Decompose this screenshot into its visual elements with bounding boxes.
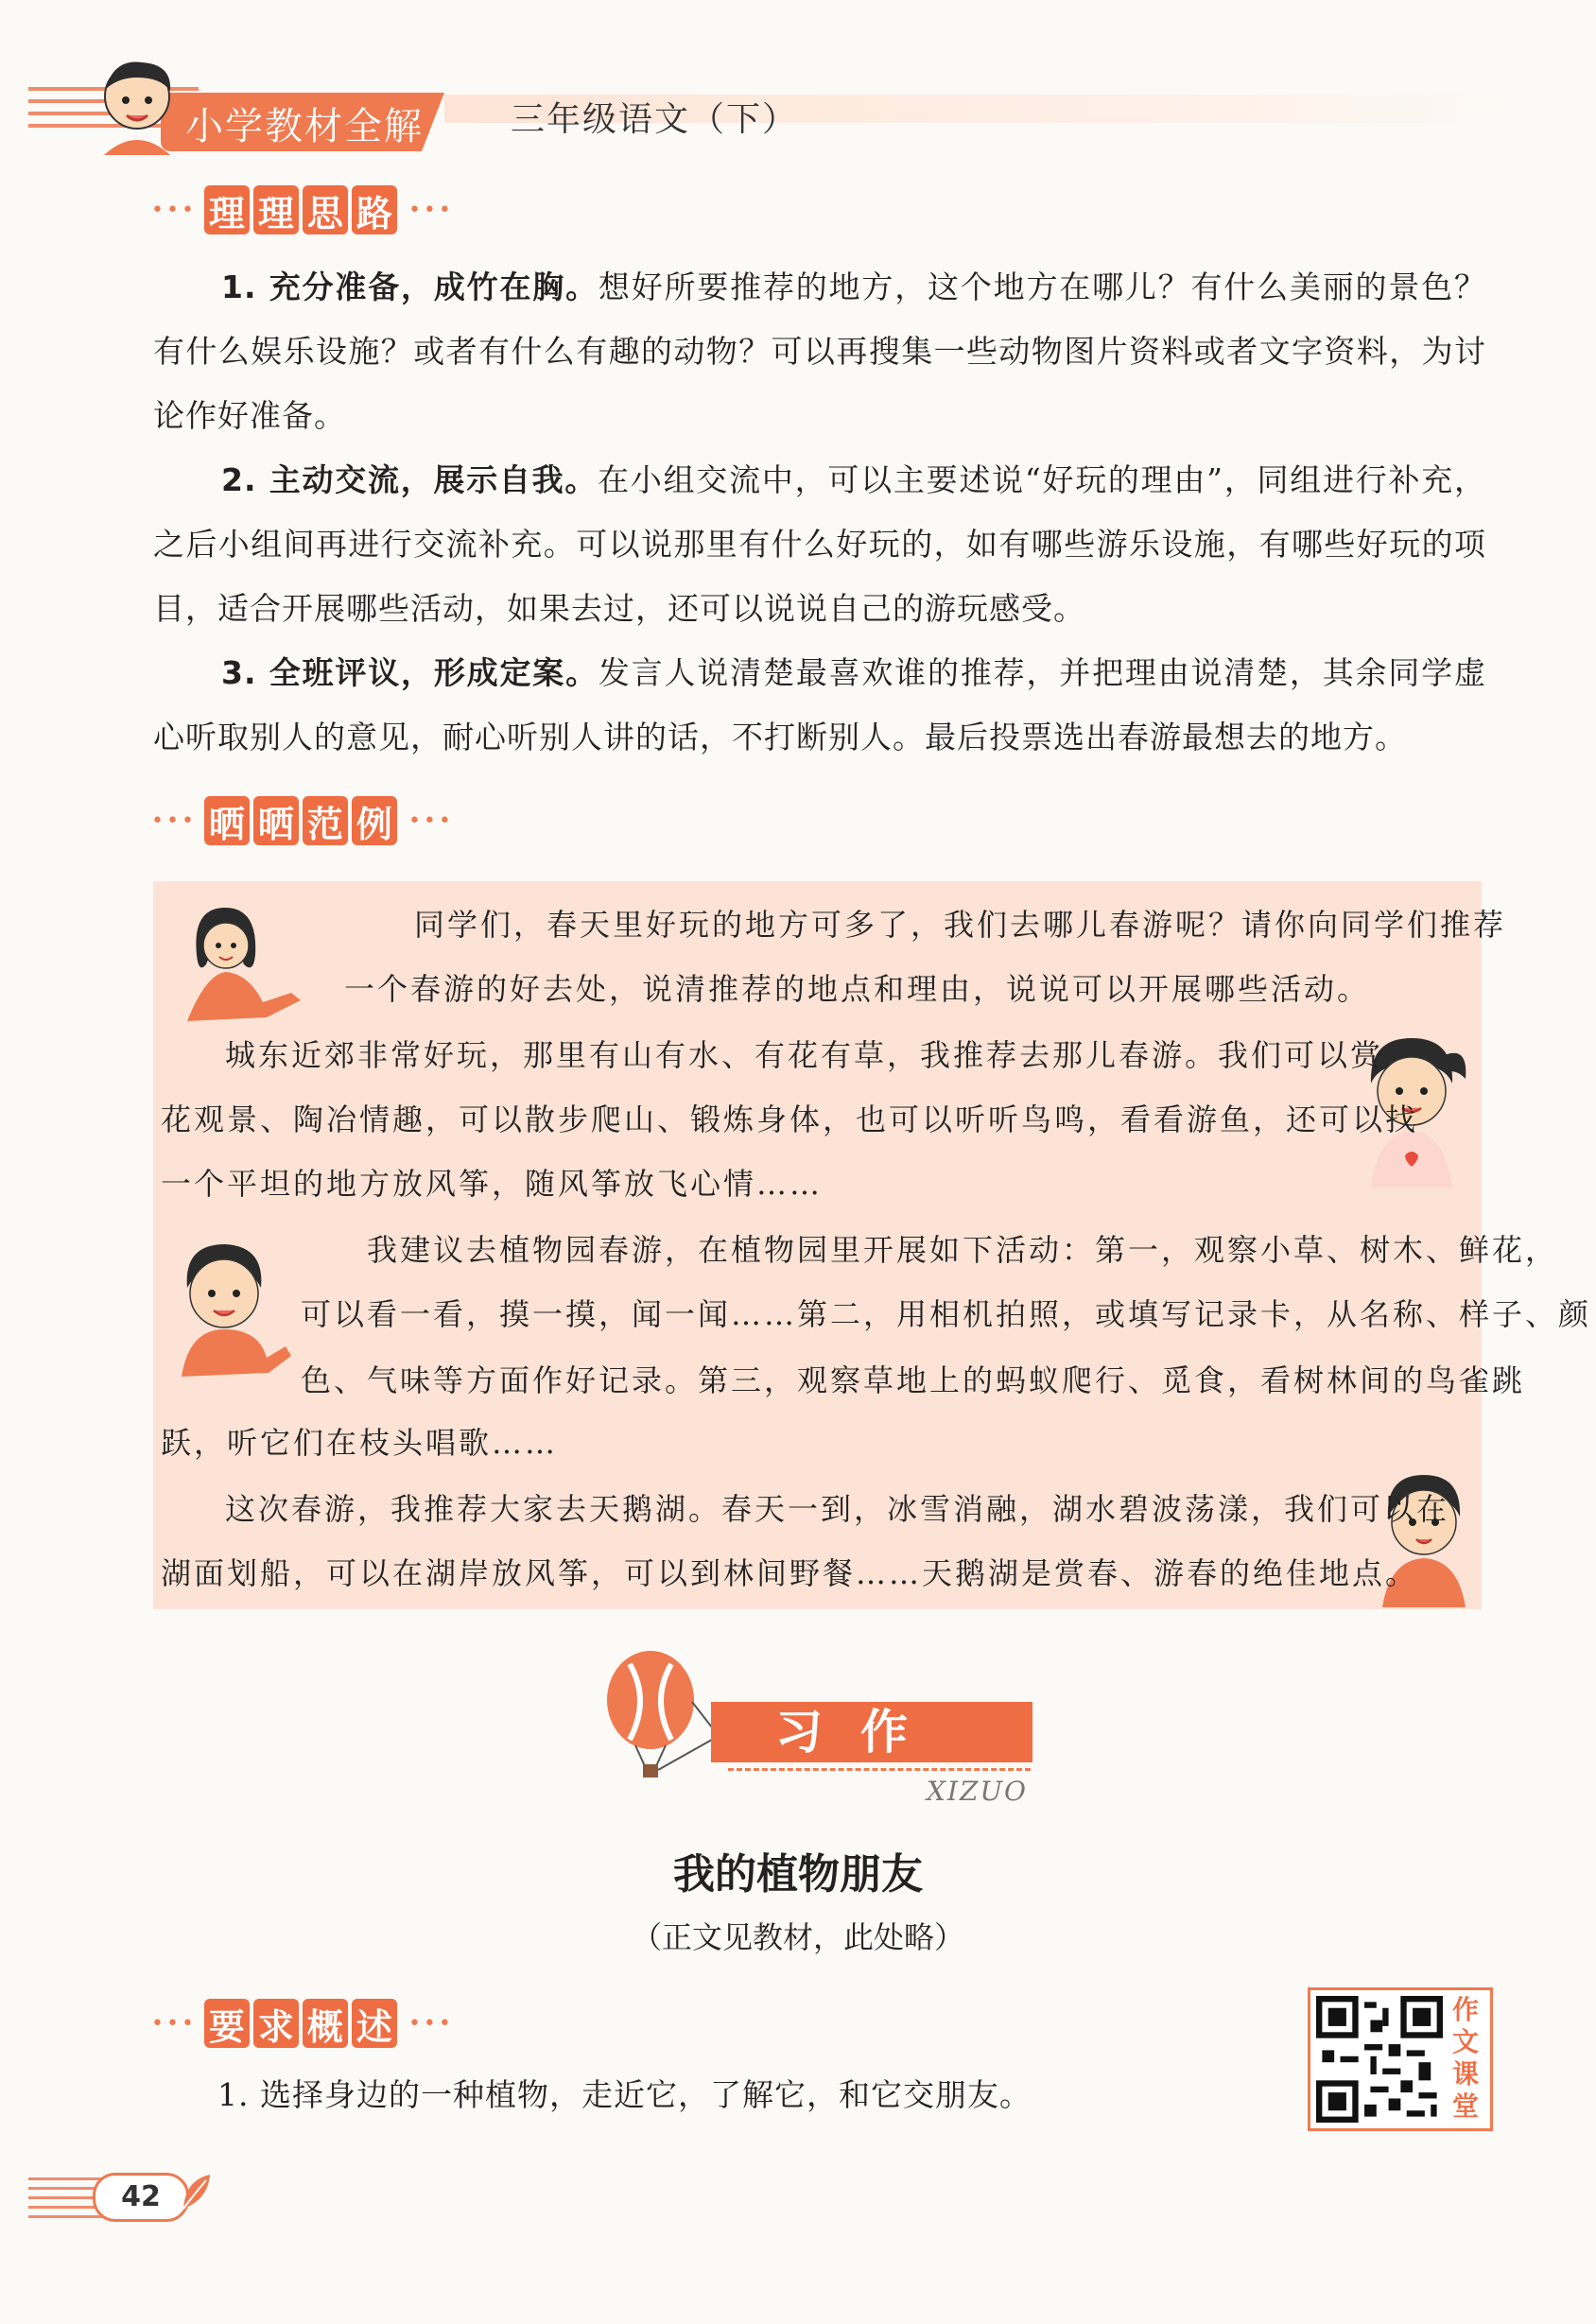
composition-note: （正文见教材，此处略）: [631, 1919, 964, 1955]
section-label-examples: [151, 796, 454, 845]
qr-label: [1449, 1994, 1483, 2123]
hot-air-balloon-icon: [598, 1645, 720, 1787]
qr-label-char: 堂: [1451, 2090, 1479, 2122]
writing-banner-latin: XIZUO: [927, 1776, 1029, 1807]
example-line: 城东近郊非常好玩，那里有山有水、有花有草，我推荐去那儿春游。我们可以赏: [225, 1037, 1384, 1073]
paragraph-text: 想好所要推荐的地方，这个地方在哪儿？有什么美丽的景色？有什么娱乐设施？或者有什么有趣的动物？可以再搜集一些动物图片资料或者文字资料，为讨论作好准备。: [153, 269, 1486, 434]
qr-label-char: 作: [1451, 1994, 1479, 2025]
thinking-paragraph-3: [153, 641, 1486, 770]
section-char: 求: [253, 1999, 299, 2048]
section-char: 晒: [253, 796, 299, 845]
dots-decor: •••: [151, 198, 197, 222]
thinking-paragraph-1: [153, 255, 1486, 448]
section-char: 范: [303, 796, 348, 845]
section-char: 路: [352, 185, 397, 234]
paragraph-lead: 1. 充分准备，成竹在胸。: [221, 269, 598, 305]
section-label-thinking: [151, 185, 454, 234]
paragraph-lead: 3. 全班评议，形成定案。: [221, 654, 598, 691]
section-char: 概: [303, 1999, 348, 2048]
section-char: 例: [352, 796, 397, 845]
composition-title: 我的植物朋友: [673, 1850, 923, 1899]
section-char: 思: [303, 185, 348, 234]
boy-icon: [161, 1235, 293, 1377]
example-line: 一个春游的好去处，说清推荐的地点和理由，说说可以开展哪些活动。: [344, 971, 1371, 1007]
example-line: 色、气味等方面作好记录。第三，观察草地上的蚂蚁爬行、觅食，看树林间的鸟雀跳: [301, 1362, 1526, 1398]
writing-banner-label: 习作: [775, 1705, 945, 1760]
header-brand: 小学教材全解: [185, 105, 424, 148]
requirement-item: 1. 选择身边的一种植物，走近它，了解它，和它交朋友。: [217, 2076, 1032, 2113]
example-line: 湖面划船，可以在湖岸放风筝，可以到林间野餐……天鹅湖是赏春、游春的绝佳地点。: [161, 1555, 1419, 1591]
leaf-icon: [180, 2171, 214, 2212]
section-char: 述: [352, 1999, 397, 2048]
dots-decor: •••: [151, 2011, 197, 2036]
header-subject: 三年级语文（下）: [511, 100, 799, 139]
qr-code-icon[interactable]: [1316, 1996, 1443, 2123]
teacher-icon: [168, 898, 310, 1021]
dashed-divider: [728, 1768, 1031, 1771]
thinking-paragraph-2: [153, 448, 1486, 641]
section-char: 要: [204, 1999, 250, 2048]
page-number: 42: [93, 2173, 189, 2222]
qr-label-char: 课: [1451, 2058, 1479, 2090]
section-char: 理: [204, 185, 250, 234]
dots-decor: •••: [408, 2011, 454, 2036]
qr-code-block[interactable]: [1308, 1987, 1493, 2131]
paragraph-text: 在小组交流中，可以主要述说“好玩的理由”，同组进行补充，之后小组间再进行交流补充。可以说那里有什么好玩的，如有哪些游乐设施，有哪些好玩的项目，适合开展哪些活动，如果去过，还可以说说自己的游玩感受。: [153, 461, 1486, 627]
qr-label-char: 文: [1451, 2026, 1479, 2057]
paragraph-lead: 2. 主动交流，展示自我。: [221, 461, 598, 498]
section-char: 理: [253, 185, 299, 234]
dots-decor: •••: [408, 198, 454, 222]
example-line: 一个平坦的地方放风筝，随风筝放飞心情……: [161, 1166, 824, 1202]
example-line: 花观景、陶冶情趣，可以散步爬山、锻炼身体，也可以听听鸟鸣，看看游鱼，还可以找: [161, 1101, 1419, 1137]
example-line: 跃，听它们在枝头唱歌……: [161, 1425, 559, 1461]
boy-mascot-icon: [85, 49, 189, 163]
dots-decor: •••: [151, 808, 197, 833]
section-label-requirements: [151, 1999, 454, 2048]
section-char: 晒: [204, 796, 250, 845]
example-line: 同学们，春天里好玩的地方可多了，我们去哪儿春游呢？请你向同学们推荐: [414, 907, 1507, 943]
example-line: 我建议去植物园春游，在植物园里开展如下活动：第一，观察小草、树木、鲜花，: [367, 1232, 1559, 1268]
example-line: 可以看一看，摸一摸，闻一闻……第二，用相机拍照，或填写记录卡，从名称、样子、颜: [301, 1296, 1592, 1332]
example-line: 这次春游，我推荐大家去天鹅湖。春天一到，冰雪消融，湖水碧波荡漾，我们可以在: [225, 1491, 1450, 1527]
dots-decor: •••: [408, 808, 454, 833]
paragraph-text: 发言人说清楚最喜欢谁的推荐，并把理由说清楚，其余同学虚心听取别人的意见，耐心听别人讲的话，不打断别人。最后投票选出春游最想去的地方。: [153, 654, 1486, 755]
